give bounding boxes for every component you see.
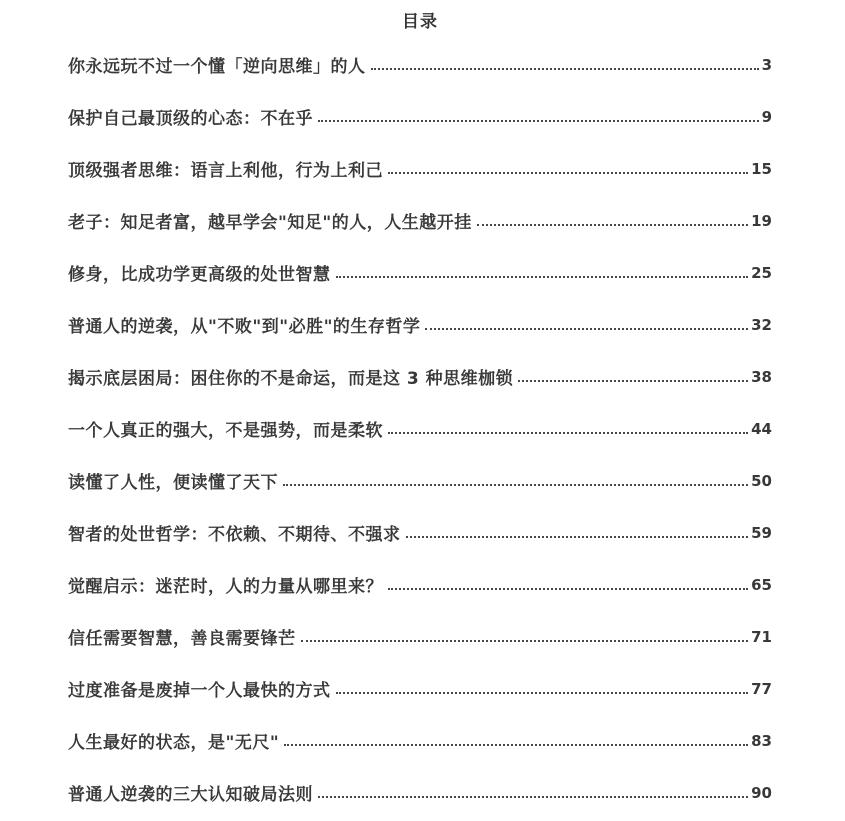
toc-entry[interactable] bbox=[68, 142, 772, 194]
toc-entry-title: 普通人的逆袭，从"不败"到"必胜"的生存哲学 bbox=[68, 316, 421, 337]
toc-entry-page: 59 bbox=[751, 524, 772, 542]
dotted-leader-icon bbox=[518, 380, 748, 382]
toc-entry-title: 智者的处世哲学：不依赖、不期待、不强求 bbox=[68, 524, 401, 545]
page-title: 目录 bbox=[402, 12, 438, 32]
toc-entry-page: 71 bbox=[751, 628, 772, 646]
dotted-leader-icon bbox=[406, 536, 749, 538]
toc-entry-page: 65 bbox=[751, 576, 772, 594]
toc-entry[interactable] bbox=[68, 194, 772, 246]
toc-entry-page: 50 bbox=[751, 472, 772, 490]
toc-entry[interactable] bbox=[68, 38, 772, 90]
dotted-leader-icon bbox=[301, 640, 749, 642]
toc-entry-title: 一个人真正的强大，不是强势，而是柔软 bbox=[68, 420, 383, 441]
toc-entry[interactable] bbox=[68, 766, 772, 818]
toc-entry[interactable] bbox=[68, 402, 772, 454]
dotted-leader-icon bbox=[318, 796, 748, 798]
toc-entry[interactable] bbox=[68, 90, 772, 142]
toc-entry[interactable] bbox=[68, 714, 772, 766]
toc-entry-title: 你永远玩不过一个懂「逆向思维」的人 bbox=[68, 56, 366, 77]
toc-entry-page: 32 bbox=[751, 316, 772, 334]
dotted-leader-icon bbox=[371, 68, 759, 70]
toc-entry-page: 19 bbox=[751, 212, 772, 230]
toc-entry[interactable] bbox=[68, 506, 772, 558]
toc-entry-page: 15 bbox=[751, 160, 772, 178]
toc-entry-title: 保护自己最顶级的心态：不在乎 bbox=[68, 108, 313, 129]
dotted-leader-icon bbox=[388, 588, 748, 590]
toc-entry[interactable] bbox=[68, 610, 772, 662]
dotted-leader-icon bbox=[425, 328, 748, 330]
toc-entry-page: 90 bbox=[751, 784, 772, 802]
toc-entry-title: 信任需要智慧，善良需要锋芒 bbox=[68, 628, 296, 649]
dotted-leader-icon bbox=[284, 744, 748, 746]
toc-entry-page: 77 bbox=[751, 680, 772, 698]
toc-entry-title: 普通人逆袭的三大认知破局法则 bbox=[68, 784, 313, 805]
toc-entry-page: 9 bbox=[761, 108, 772, 126]
dotted-leader-icon bbox=[318, 120, 759, 122]
toc-entry-title: 觉醒启示：迷茫时，人的力量从哪里来？ bbox=[68, 576, 383, 597]
toc-entry-page: 44 bbox=[751, 420, 772, 438]
toc-entry[interactable] bbox=[68, 454, 772, 506]
toc-entry-title: 读懂了人性，便读懂了天下 bbox=[68, 472, 278, 493]
toc-entry-title: 顶级强者思维：语言上利他，行为上利己 bbox=[68, 160, 383, 181]
toc-entry[interactable] bbox=[68, 350, 772, 402]
toc-entry[interactable] bbox=[68, 662, 772, 714]
toc-entry-title: 人生最好的状态，是"无尺" bbox=[68, 732, 280, 753]
toc-entry-page: 3 bbox=[761, 56, 772, 74]
toc-entry-page: 25 bbox=[751, 264, 772, 282]
toc-entry-page: 38 bbox=[751, 368, 772, 386]
toc-list bbox=[68, 38, 772, 818]
dotted-leader-icon bbox=[388, 432, 748, 434]
dotted-leader-icon bbox=[336, 692, 749, 694]
toc-entry-title: 修身，比成功学更高级的处世智慧 bbox=[68, 264, 331, 285]
toc-entry-title: 揭示底层困局：困住你的不是命运，而是这 3 种思维枷锁 bbox=[68, 368, 514, 389]
dotted-leader-icon bbox=[477, 224, 748, 226]
toc-entry[interactable] bbox=[68, 298, 772, 350]
toc-entry[interactable] bbox=[68, 246, 772, 298]
dotted-leader-icon bbox=[388, 172, 748, 174]
toc-entry[interactable] bbox=[68, 558, 772, 610]
toc-entry-page: 83 bbox=[751, 732, 772, 750]
dotted-leader-icon bbox=[336, 276, 749, 278]
toc-entry-title: 老子：知足者富，越早学会"知足"的人，人生越开挂 bbox=[68, 212, 472, 233]
dotted-leader-icon bbox=[283, 484, 748, 486]
toc-entry-title: 过度准备是废掉一个人最快的方式 bbox=[68, 680, 331, 701]
